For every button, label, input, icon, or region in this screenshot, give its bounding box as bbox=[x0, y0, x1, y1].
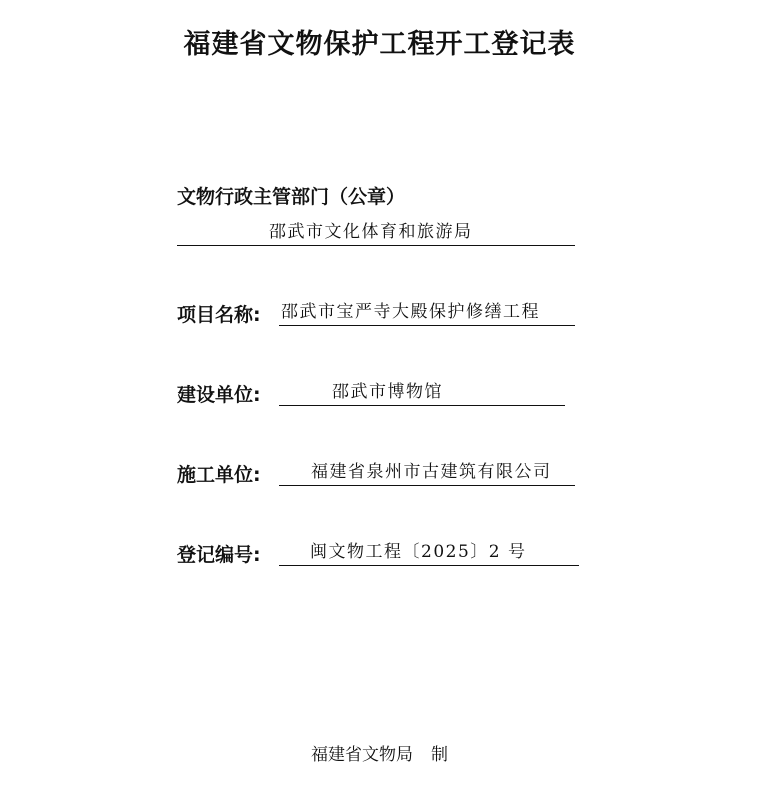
registration-no-label: 登记编号: bbox=[177, 544, 261, 566]
construction-unit-value: 邵武市博物馆 bbox=[279, 380, 565, 406]
footer-issuer: 福建省文物局 bbox=[311, 745, 413, 765]
authority-label: 文物行政主管部门（公章） bbox=[177, 186, 406, 208]
project-name-value: 邵武市宝严寺大殿保护修缮工程 bbox=[279, 300, 575, 326]
footer-issuer-line bbox=[0, 740, 759, 765]
authority-value: 邵武市文化体育和旅游局 bbox=[177, 220, 575, 246]
builder-unit-label: 施工单位: bbox=[177, 464, 261, 486]
registration-no-value: 闽文物工程〔2025〕2 号 bbox=[279, 540, 579, 566]
construction-unit-label: 建设单位: bbox=[177, 384, 261, 406]
document-title: 福建省文物保护工程开工登记表 bbox=[183, 29, 576, 60]
project-name-label: 项目名称: bbox=[177, 304, 261, 326]
footer-suffix: 制 bbox=[431, 745, 448, 765]
builder-unit-value: 福建省泉州市古建筑有限公司 bbox=[279, 460, 575, 486]
